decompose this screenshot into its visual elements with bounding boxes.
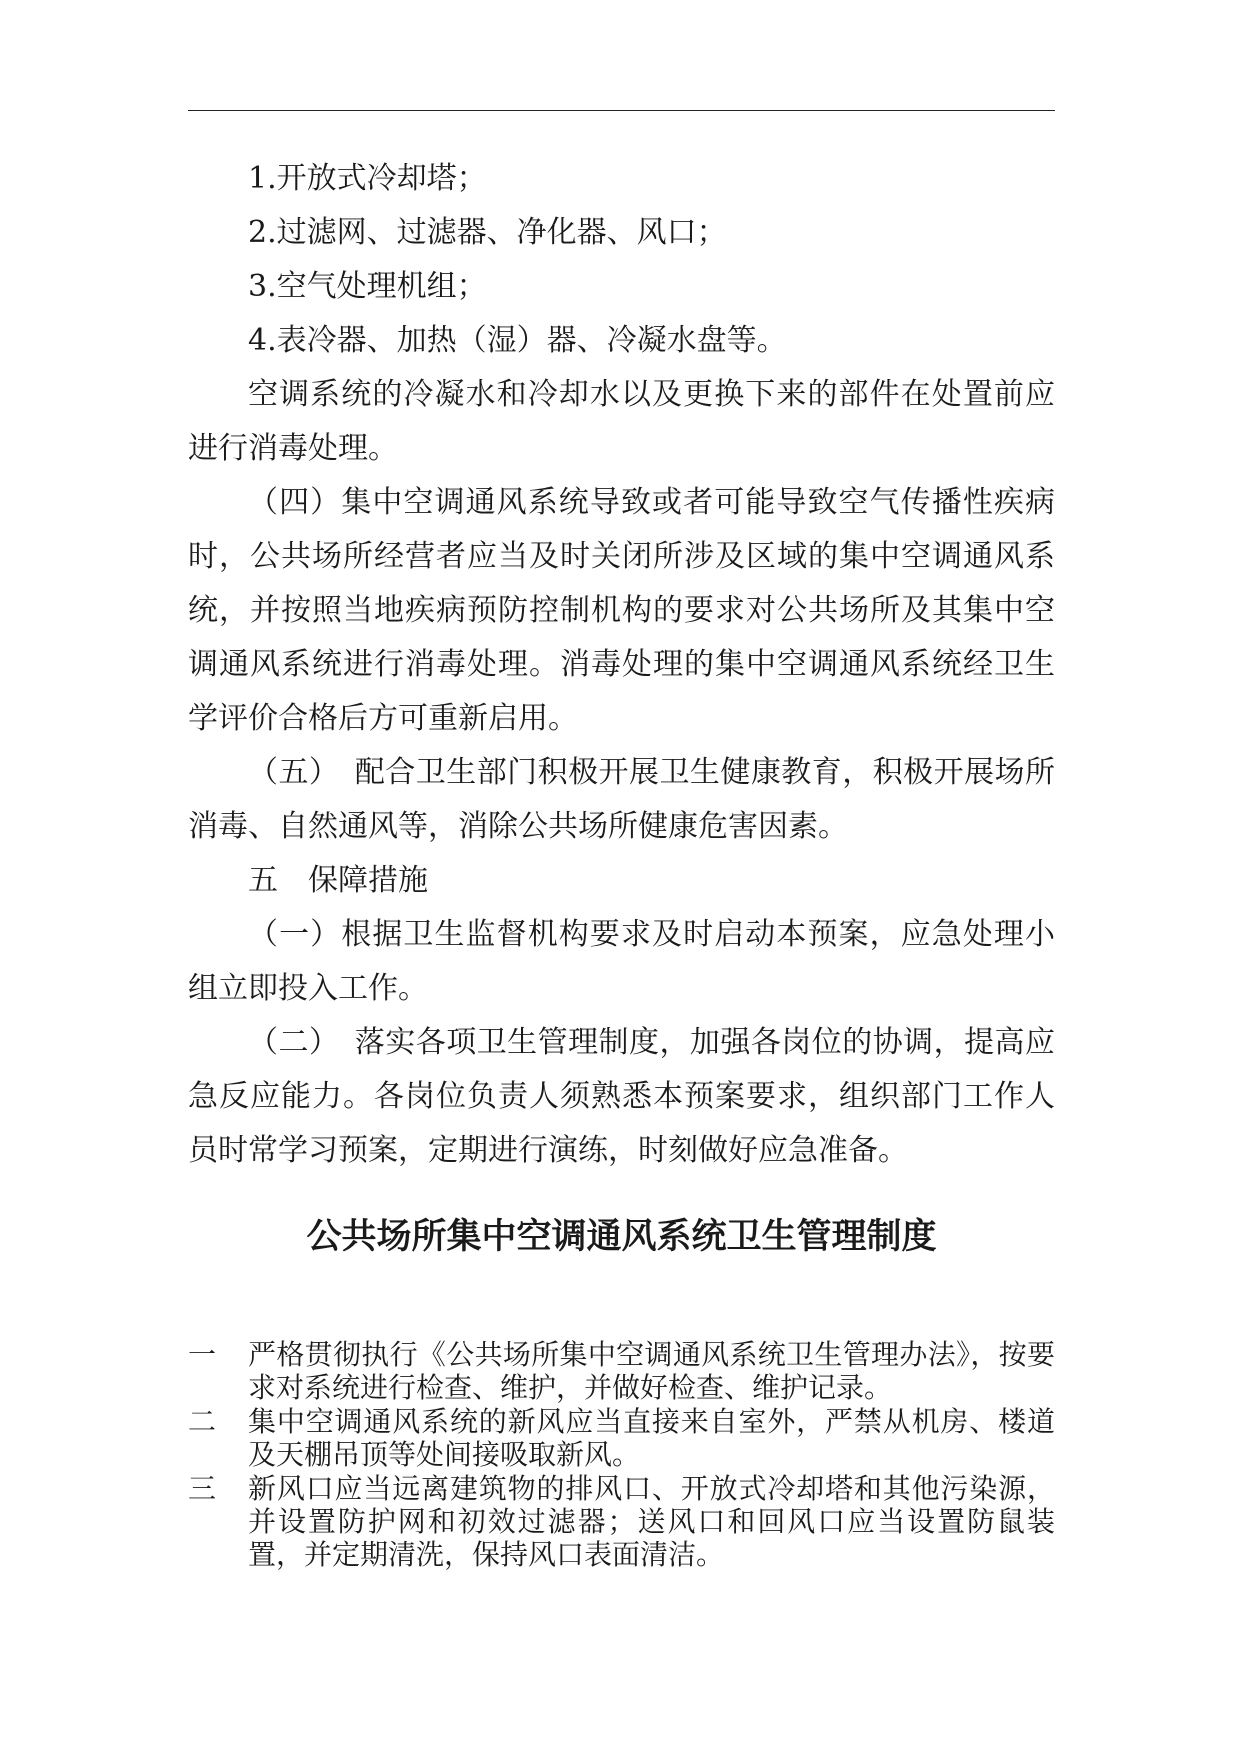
paragraph-five: （五） 配合卫生部门积极开展卫生健康教育，积极开展场所消毒、自然通风等，消除公共场所健康危害因素。 <box>188 755 1055 844</box>
regulation-item <box>188 1472 1055 1571</box>
paragraph-guarantee-two: （二） 落实各项卫生管理制度，加强各岗位的协调，提高应急反应能力。各岗位负责人须熟悉本预案要求，组织部门工作人员时常学习预案，定期进行演练，时刻做好应急准备。 <box>188 1025 1055 1168</box>
paragraph-four: （四）集中空调通风系统导致或者可能导致空气传播性疾病时，公共场所经营者应当及时关闭所涉及区域的集中空调通风系统，并按照当地疾病预防控制机构的要求对公共场所及其集中空调通风系统进行消毒处理。消毒处理的集中空调通风系统经卫生学评价合格后方可重新启用。 <box>188 485 1055 736</box>
regulation-item-number: 三 <box>188 1472 217 1505</box>
regulation-item-text: 严格贯彻执行《公共场所集中空调通风系统卫生管理办法》，按要求对系统进行检查、维护，并做好检查、维护记录。 <box>248 1338 1055 1404</box>
regulation-item-number: 二 <box>188 1405 217 1438</box>
list-item: 2.过滤网、过滤器、净化器、风口； <box>248 215 727 250</box>
list-item: 1.开放式冷却塔； <box>248 161 487 196</box>
regulation-item-number: 一 <box>188 1338 217 1371</box>
header-rule <box>188 110 1055 111</box>
regulation-item-text: 新风口应当远离建筑物的排风口、开放式冷却塔和其他污染源，并设置防护网和初效过滤器；送风口和回风口应当设置防鼠装置，并定期清洗，保持风口表面清洁。 <box>248 1472 1055 1571</box>
regulation-list <box>188 1338 1055 1572</box>
paragraph-guarantee-one: （一）根据卫生监督机构要求及时启动本预案，应急处理小组立即投入工作。 <box>188 917 1055 1006</box>
paragraph-disinfection: 空调系统的冷凝水和冷却水以及更换下来的部件在处置前应进行消毒处理。 <box>188 377 1055 466</box>
list-item: 4.表冷器、加热（湿）器、冷凝水盘等。 <box>248 323 787 358</box>
regulation-item <box>188 1338 1055 1404</box>
regulation-item <box>188 1405 1055 1471</box>
list-item: 3.空气处理机组； <box>248 269 487 304</box>
document-body <box>188 152 1055 1178</box>
section-heading: 五 保障措施 <box>248 863 428 898</box>
document-title: 公共场所集中空调通风系统卫生管理制度 <box>306 1217 937 1257</box>
regulation-item-text: 集中空调通风系统的新风应当直接来自室外，严禁从机房、楼道及天棚吊顶等处间接吸取新风。 <box>248 1405 1055 1471</box>
